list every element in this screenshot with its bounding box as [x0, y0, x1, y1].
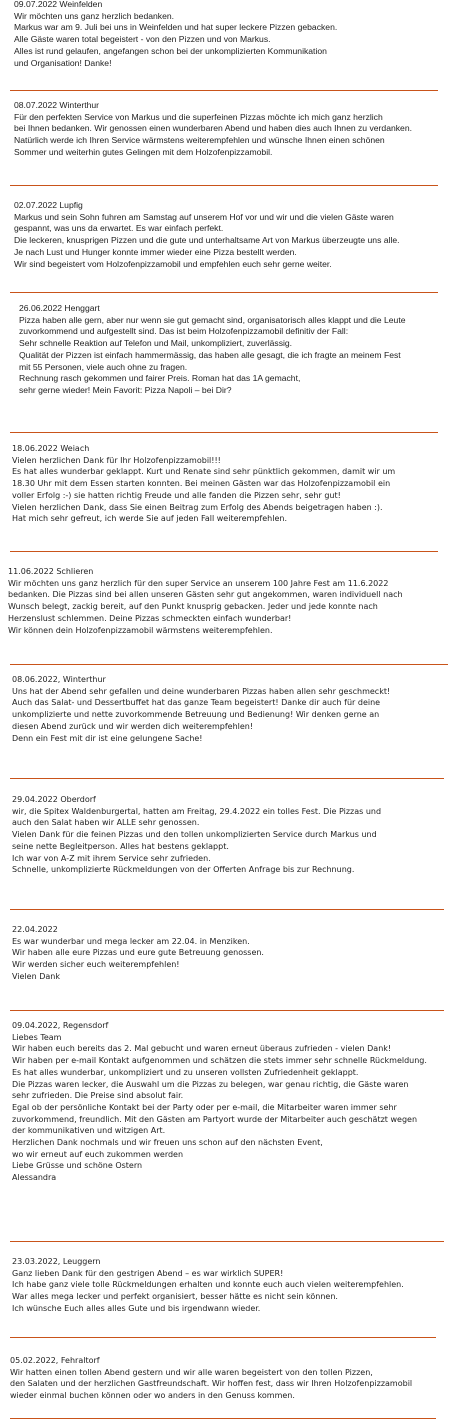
testimonial-text-line: Ich habe ganz viele tolle Rückmeldungen erhalten und konnte euch auch vielen weiterempfehlen.: [12, 1280, 404, 1290]
testimonial-text-line: seine nette Begleitperson. Alles hat bestens geklappt.: [12, 841, 229, 851]
testimonial-4: [19, 303, 405, 397]
testimonial-date-location: 08.07.2022 Winterthur: [14, 100, 100, 110]
testimonial-text-line: Je nach Lust und Hunger konnte immer wieder eine Pizza bestellt werden.: [14, 246, 297, 257]
testimonial-text-line: Wir haben euch bereits das 2. Mal gebucht und waren erneut überaus zufrieden - vielen Dank!: [12, 1044, 392, 1054]
testimonial-text-line: Wir möchten uns ganz herzlich für den super Service an unserem 100 Jahre Fest am 11.6.2022: [8, 578, 389, 588]
testimonial-text-line: voller Erfolg :-) sie hatten richtig Freude und alle fanden die Pizzen sehr, sehr gut!: [12, 490, 341, 500]
testimonial-text-line: unkomplizierte und nette zuvorkommende Betreuung und Bedienung! Wir denken gerne an: [12, 710, 380, 720]
testimonial-text-line: Markus und sein Sohn fuhren am Samstag auf unserem Hof vor und wir und die vielen Gäste waren: [14, 211, 394, 222]
testimonial-5: [12, 443, 395, 525]
testimonial-text-line: wo wir erneut auf euch zukommen werden: [12, 1149, 184, 1159]
testimonial-text-line: Wir sind begeistert vom Holzofenpizzamobil und empfehlen euch sehr gerne weiter.: [14, 258, 332, 269]
testimonial-text-line: der kommunikativen und witzigen Art.: [12, 1126, 166, 1136]
testimonial-text-line: und Organisation! Danke!: [14, 57, 112, 68]
testimonial-date-location: 08.06.2022, Winterthur: [12, 675, 106, 684]
testimonial-text-line: wieder einmal buchen können oder wo anders in den Genuss kommen.: [10, 1391, 295, 1401]
testimonial-text-line: Wir können dein Holzofenpizzamobil wärmstens weiterempfehlen.: [8, 625, 273, 635]
testimonial-text-line: Ich war von A-Z mit ihrem Service sehr zufrieden.: [12, 853, 211, 863]
separator-line: [10, 432, 438, 433]
separator-line: [10, 909, 444, 910]
separator-line: [10, 1418, 436, 1419]
testimonial-text-line: War alles mega lecker und perfekt organisiert, besser hätte es nicht sein können.: [12, 1292, 338, 1302]
testimonial-text-line: Für den perfekten Service von Markus und die superfeinen Pizzas möchte ich mich ganz herzlich: [14, 111, 383, 122]
testimonial-1: [14, 0, 337, 69]
testimonial-text-line: Alle Gäste waren total begeistert - von den Pizzen und von Markus.: [14, 34, 271, 45]
testimonial-text-line: Es hat alles wunderbar, unkompliziert und zu unseren vollsten Zufriedenheit geklappt.: [12, 1067, 359, 1077]
testimonial-2: [14, 100, 412, 159]
testimonial-text-line: Denn ein Fest mit dir ist eine gelungene Sache!: [12, 733, 203, 743]
testimonial-text-line: Es hat alles wunderbar geklappt. Kurt und Renate sind sehr pünktlich gekommen, damit wir um: [12, 467, 396, 477]
testimonial-date-location: 23.03.2022, Leuggern: [12, 1257, 101, 1266]
testimonial-date-location: 11.06.2022 Schlieren: [8, 567, 94, 576]
testimonial-text-line: Auch das Salat- und Dessertbuffet hat das ganze Team begeistert! Danke dir auch für deine: [12, 698, 381, 708]
testimonial-text-line: Natürlich werde ich Ihren Service wärmstens weiterempfehlen und wünsche Ihnen einen schönen: [14, 135, 385, 146]
testimonial-text-line: bedanken. Die Pizzas sind bei allen unseren Gästen sehr gut angekommen, waren individuell nach: [8, 590, 403, 600]
testimonial-text-line: Wir haben alle eure Pizzas und eure gute Betreuung genossen.: [12, 948, 264, 958]
separator-line: [10, 1337, 436, 1338]
testimonial-text-line: Liebe Grüsse und schöne Ostern: [12, 1161, 143, 1171]
testimonial-text-line: den Salaten und der herzlichen Gastfreundschaft. Wir hoffen fest, dass wir Ihren Holzofenpizzamobil: [10, 1379, 413, 1389]
testimonial-text-line: sehr zufrieden. Die Preise sind absolut fair.: [12, 1091, 184, 1101]
testimonial-text-line: Pizza haben alle gern, aber nur wenn sie gut gemacht sind, organisatorisch alles klappt und die Leute: [19, 314, 406, 325]
testimonial-text-line: Die Pizzas waren lecker, die Auswahl um die Pizzas zu belegen, war genau richtig, die Gäste waren: [12, 1079, 409, 1089]
testimonial-text-line: wir, die Spitex Waldenburgertal, hatten am Freitag, 29.4.2022 ein tolles Fest. Die Pizzas und: [12, 806, 382, 816]
testimonial-text-line: Qualität der Pizzen ist einfach hammermässig, das haben alle gesagt, die ich fragte an meinem Fest: [19, 349, 401, 360]
testimonial-date-location: 02.07.2022 Lupfig: [14, 200, 83, 210]
testimonial-text-line: Wir haben per e-mail Kontakt aufgenommen und schätzen die stets immer sehr schnelle Rückmeldung.: [12, 1056, 427, 1066]
testimonial-text-line: Herzenslust schlemmen. Deine Pizzas schmeckten einfach wunderbar!: [8, 613, 292, 623]
testimonial-text-line: sehr gerne wieder! Mein Favorit: Pizza Napoli – bei Dir?: [19, 384, 232, 395]
testimonial-text-line: Die leckeren, knusprigen Pizzen und die gute und unterhaltsame Art von Markus überzeugte uns alle.: [14, 235, 400, 246]
testimonial-date-location: 18.06.2022 Weiach: [12, 444, 90, 453]
testimonial-9: [12, 924, 264, 983]
testimonial-text-line: Wir werden sicher euch weiterempfehlen!: [12, 960, 180, 970]
testimonial-signature: Alessandra: [12, 1173, 57, 1183]
testimonial-date-location: 05.02.2022, Fehraltorf: [10, 1356, 100, 1365]
testimonial-text-line: Vielen Dank: [12, 971, 60, 981]
testimonial-text-line: bei Ihnen bedanken. Wir genossen einen wunderbaren Abend und haben dies auch Ihnen zu verdanken.: [14, 123, 412, 134]
testimonial-date-location: 26.06.2022 Henggart: [19, 303, 100, 313]
testimonial-12: [10, 1355, 412, 1402]
testimonial-text-line: 18.30 Uhr mit dem Essen starten konnten. Bei meinen Gästen war das Holzofenpizzamobil ein: [12, 479, 391, 489]
testimonial-8: [12, 794, 381, 876]
testimonial-text-line: Ich wünsche Euch alles alles Gute und bis irgendwann wieder.: [12, 1303, 261, 1313]
testimonial-date-location: 09.07.2022 Weinfelden: [14, 0, 103, 9]
testimonial-text-line: Ganz lieben Dank für den gestrigen Abend – es war wirklich SUPER!: [12, 1268, 284, 1278]
testimonial-text-line: Wir möchten uns ganz herzlich bedanken.: [14, 10, 175, 21]
testimonial-text-line: Uns hat der Abend sehr gefallen und deine wunderbaren Pizzas haben allen sehr geschmeckt!: [12, 686, 391, 696]
testimonial-text-line: Sommer und weiterhin gutes Gelingen mit dem Holzofenpizzamobil.: [14, 146, 273, 157]
testimonial-3: [14, 200, 400, 270]
testimonial-text-line: Vielen herzlichen Dank, dass Sie einen Beitrag zum Erfolg des Abends beigetragen haben :).: [12, 502, 383, 512]
testimonial-text-line: Markus war am 9. Juli bei uns in Weinfelden und hat super leckere Pizzen gebacken.: [14, 22, 338, 33]
separator-line: [10, 292, 438, 293]
testimonial-text-line: Herzlichen Dank nochmals und wir freuen uns schon auf den nächsten Event,: [12, 1138, 323, 1148]
separator-line: [10, 778, 444, 779]
testimonial-text-line: auch den Salat haben wir ALLE sehr genossen.: [12, 818, 200, 828]
testimonial-6: [8, 566, 403, 636]
testimonial-text-line: Hat mich sehr gefreut, ich werde Sie auf jeden Fall weiterempfehlen.: [12, 514, 287, 524]
testimonial-text-line: Es war wunderbar und mega lecker am 22.04. in Menziken.: [12, 936, 250, 946]
separator-line: [10, 185, 438, 186]
testimonial-7: [12, 674, 390, 744]
testimonial-date-location: 29.04.2022 Oberdorf: [12, 795, 96, 804]
testimonial-text-line: Wunsch belegt, zackig bereit, auf den Punkt knusprig gebacken. Jeder und jede konnte nach: [8, 602, 378, 612]
testimonial-date: 22.04.2022: [12, 925, 58, 934]
testimonial-text-line: Alles ist rund gelaufen, angefangen schon bei der unkomplizierten Kommunikation: [14, 45, 327, 56]
testimonial-text-line: Schnelle, unkomplizierte Rückmeldungen von der Offerten Anfrage bis zur Rechnung.: [12, 865, 355, 875]
testimonial-text-line: Rechnung rasch gekommen und fairer Preis. Roman hat das 1A gemacht,: [19, 373, 301, 384]
testimonial-10: [12, 1020, 427, 1184]
separator-line: [10, 90, 438, 91]
testimonial-text-line: Liebes Team: [12, 1032, 62, 1042]
separator-line: [10, 664, 448, 665]
testimonial-text-line: Vielen Dank für die feinen Pizzas und den tollen unkomplizierten Service durch Markus und: [12, 830, 377, 840]
testimonial-text-line: gespannt, was uns da erwartet. Es war einfach perfekt.: [14, 223, 224, 234]
testimonial-11: [12, 1256, 404, 1315]
separator-line: [10, 1010, 444, 1011]
testimonial-text-line: Sehr schnelle Reaktion auf Telefon und Mail, unkompliziert, zuverlässig.: [19, 338, 293, 349]
testimonial-text-line: Wir hatten einen tollen Abend gestern und wir alle waren begeistert von den tollen Pizzen,: [10, 1367, 373, 1377]
separator-line: [10, 551, 438, 552]
testimonial-text-line: diesen Abend zurück und wir werden dich weiterempfehlen!: [12, 721, 254, 731]
testimonial-text-line: Vielen herzlichen Dank für Ihr Holzofenpizzamobil!!!: [12, 455, 221, 465]
testimonial-date-location: 09.04.2022, Regensdorf: [12, 1021, 109, 1030]
testimonial-text-line: mit 55 Personen, viele auch ohne zu fragen.: [19, 361, 188, 372]
testimonial-text-line: Egal ob der persönliche Kontakt bei der Party oder per e-mail, die Mitarbeiter waren immer sehr: [12, 1102, 397, 1112]
testimonial-text-line: zuvorkommend und aufgestellt sind. Das ist beim Holzofenpizzamobil definitiv der Fall:: [19, 326, 349, 337]
separator-line: [10, 1241, 444, 1242]
testimonial-text-line: zuvorkommend, freundlich. Mit den Gästen am Partyort wurde der Mitarbeiter auch geschätzt wegen: [12, 1114, 418, 1124]
